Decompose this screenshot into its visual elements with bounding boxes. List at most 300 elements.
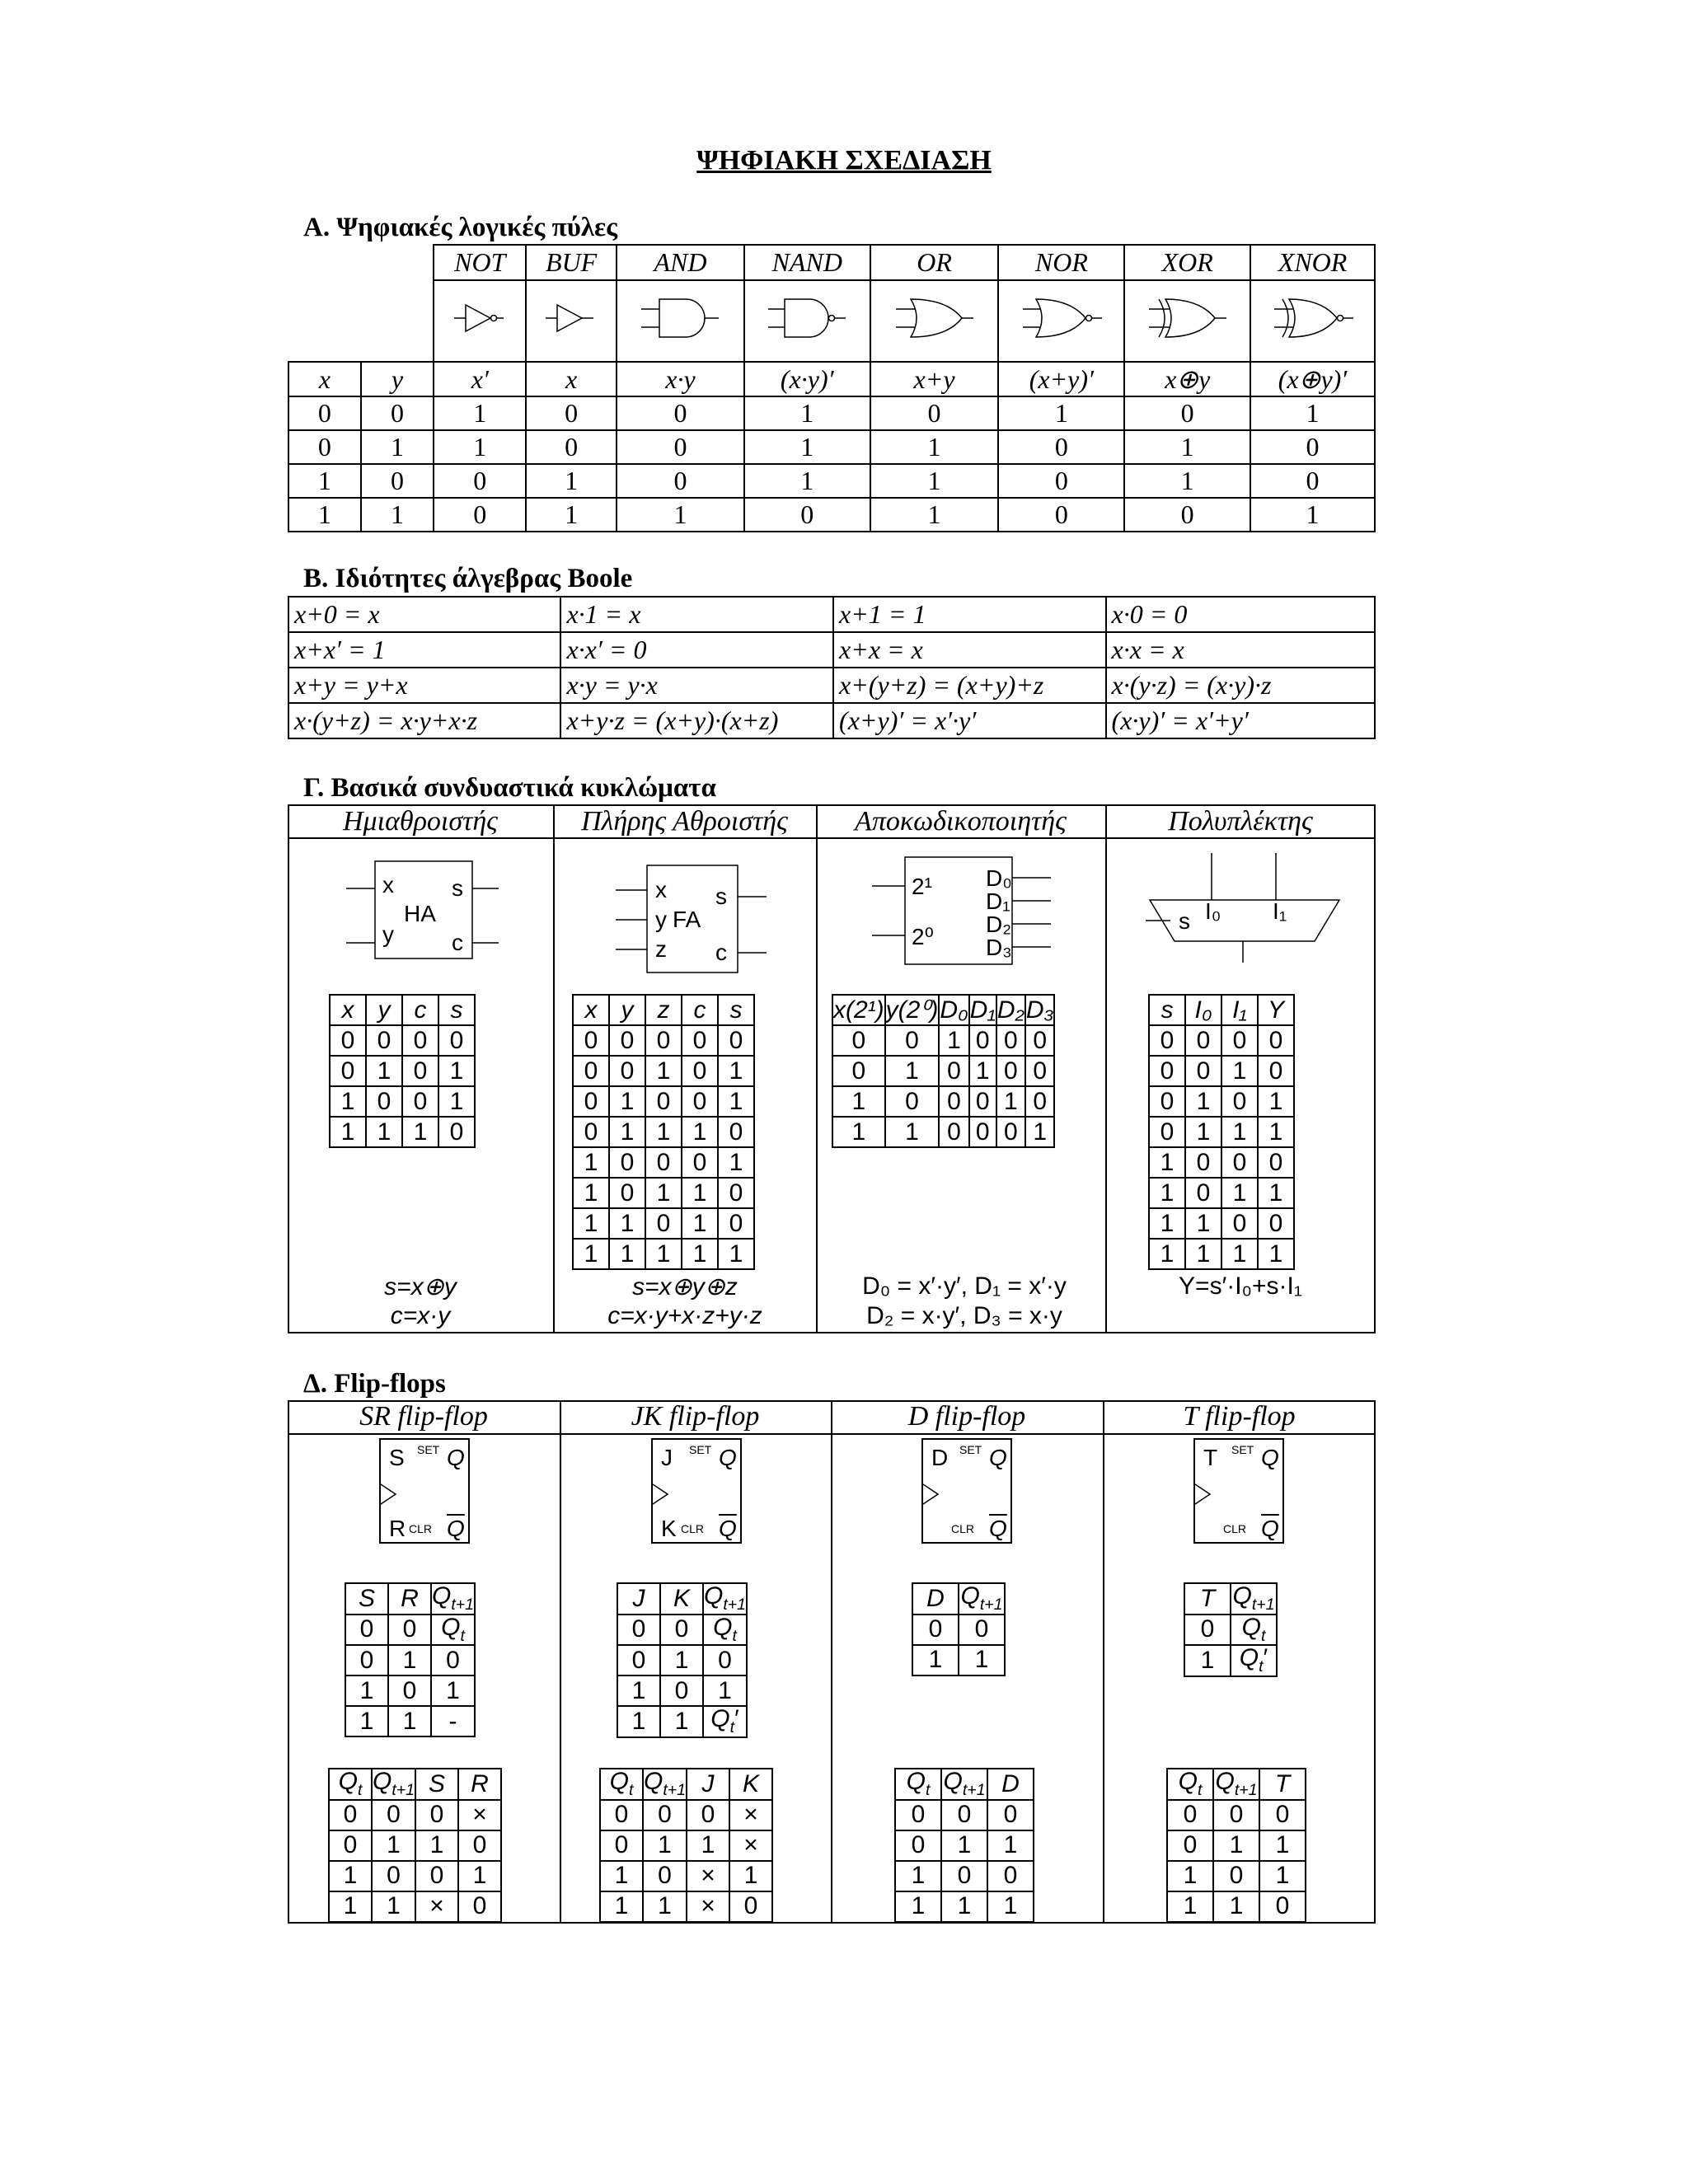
ff-input: D <box>931 1445 949 1470</box>
table-cell: 1 <box>1185 1117 1221 1147</box>
divider <box>831 1400 832 1924</box>
table-cell: 0 <box>969 1117 996 1147</box>
ha-equation-s: s=x⊕y <box>384 1273 457 1301</box>
table-cell: 0 <box>744 498 870 532</box>
table-cell: 0 <box>1185 1056 1221 1086</box>
table-cell: 0 <box>573 1117 609 1147</box>
table-cell: 1 <box>434 396 526 430</box>
table-cell: 1 <box>895 1861 941 1891</box>
table-row <box>288 668 1375 703</box>
boole-identity: x·0 = 0 <box>1106 597 1375 632</box>
dec-out-d1: D₁ <box>986 888 1010 914</box>
boole-table <box>288 596 1376 739</box>
ha-in-y: y <box>382 921 394 947</box>
mux-in-i1: I₁ <box>1273 898 1287 924</box>
fa-in-z: z <box>655 936 667 962</box>
empty-corner <box>288 245 434 362</box>
fa-in-y: y <box>655 907 667 932</box>
table-cell: 1 <box>1185 1086 1221 1117</box>
full-adder-truth-table <box>572 994 755 1270</box>
table-cell: 0 <box>1221 1025 1258 1056</box>
table-cell: 0 <box>345 1615 388 1646</box>
table-cell: 0 <box>372 1861 415 1891</box>
table-cell: 0 <box>1221 1208 1258 1239</box>
table-cell: 0 <box>366 1086 402 1117</box>
table-cell: 0 <box>870 396 999 430</box>
table-row <box>1149 1239 1294 1269</box>
table-cell: 0 <box>617 430 744 464</box>
table-cell: 0 <box>1213 1800 1259 1830</box>
ff-input: K <box>661 1516 677 1541</box>
col-header: y <box>361 362 434 396</box>
table-row <box>832 1025 1054 1056</box>
table-row <box>600 1800 772 1830</box>
table-cell: 0 <box>1250 430 1375 464</box>
table-cell: 1 <box>345 1675 388 1706</box>
table-cell: 1 <box>1258 1117 1294 1147</box>
table-cell: $Q_t'$ <box>1231 1645 1277 1676</box>
col-header: $Q_{t+1}$ <box>644 1768 686 1799</box>
table-cell: 0 <box>998 498 1124 532</box>
table-cell: 0 <box>682 1086 718 1117</box>
t-excitation-table <box>1166 1768 1306 1923</box>
table-cell: 1 <box>617 498 744 532</box>
table-row <box>600 1891 772 1922</box>
table-cell: 0 <box>832 1056 885 1086</box>
col-header: s <box>718 995 754 1025</box>
table-cell: 0 <box>718 1178 754 1208</box>
table-cell: 1 <box>987 1891 1034 1922</box>
dec-out-d3: D₃ <box>986 935 1012 960</box>
fa-equation-c: c=x·y+x·z+y·z <box>607 1302 762 1329</box>
mux-header: Πολυπλέκτης <box>1168 806 1313 837</box>
header-row <box>832 995 1054 1025</box>
table-row <box>895 1861 1034 1891</box>
table-cell: 1 <box>682 1208 718 1239</box>
table-cell: 1 <box>1258 1239 1294 1269</box>
table-cell: 0 <box>402 1056 438 1086</box>
table-cell: 1 <box>600 1891 643 1922</box>
boole-identity: x+0 = x <box>288 597 560 632</box>
gate-name: NOR <box>998 245 1124 280</box>
col-header: D₁ <box>969 995 996 1025</box>
table-cell: 1 <box>434 430 526 464</box>
gate-name: AND <box>617 245 744 280</box>
table-cell: 0 <box>912 1615 959 1645</box>
table-cell: 0 <box>388 1675 431 1706</box>
table-cell: 0 <box>643 1861 687 1891</box>
table-cell: 0 <box>617 464 744 498</box>
set-label: SET <box>959 1443 982 1456</box>
col-header: D <box>912 1583 959 1615</box>
table-row <box>1184 1645 1277 1676</box>
table-row <box>573 1086 754 1117</box>
dec-out-d0: D₀ <box>986 865 1012 891</box>
table-cell: 0 <box>1185 1147 1221 1178</box>
table-cell: 1 <box>1213 1891 1259 1922</box>
table-cell: 0 <box>361 464 434 498</box>
table-cell: × <box>687 1861 729 1891</box>
table-cell: 1 <box>573 1178 609 1208</box>
table-cell: 1 <box>600 1861 643 1891</box>
fa-out-s: s <box>715 883 727 909</box>
table-row <box>1149 1178 1294 1208</box>
half-adder-truth-table <box>329 994 476 1148</box>
header-row <box>1184 1583 1277 1615</box>
jk-excitation-table <box>599 1768 773 1923</box>
table-cell: 0 <box>372 1800 415 1830</box>
table-cell: 0 <box>645 1025 682 1056</box>
dec-equation-1: D₀ = x′·y′, D₁ = x′·y <box>862 1272 1067 1300</box>
table-cell: 0 <box>329 1830 372 1861</box>
jk-characteristic-table <box>617 1582 748 1738</box>
table-cell: 1 <box>361 498 434 532</box>
and-gate-symbol <box>617 280 744 362</box>
table-row <box>912 1615 1005 1645</box>
table-cell: 1 <box>682 1239 718 1269</box>
table-cell: 0 <box>1258 1025 1294 1056</box>
nand-gate-symbol <box>744 280 870 362</box>
table-cell: 0 <box>687 1800 729 1830</box>
clr-label: CLR <box>409 1522 433 1535</box>
table-row <box>1167 1800 1306 1830</box>
ha-equation-c: c=x·y <box>390 1302 451 1329</box>
col-header: z <box>645 995 682 1025</box>
table-row <box>573 1025 754 1056</box>
boole-identity: (x·y)′ = x′+y′ <box>1106 703 1375 738</box>
xnor-gate-symbol <box>1250 280 1375 362</box>
expr: (x+y)′ <box>998 362 1124 396</box>
col-header: I₀ <box>1185 995 1221 1025</box>
t-flipflop-symbol <box>1193 1438 1284 1544</box>
d-header: D flip-flop <box>907 1401 1026 1432</box>
table-cell: 1 <box>718 1147 754 1178</box>
col-header: R <box>458 1769 501 1800</box>
table-cell: 0 <box>609 1056 645 1086</box>
table-cell: 1 <box>895 1891 941 1922</box>
table-cell: 0 <box>458 1891 501 1922</box>
table-row <box>329 1800 501 1830</box>
fa-equation-s: s=x⊕y⊕z <box>632 1273 738 1301</box>
col-header: S <box>415 1769 458 1800</box>
table-cell: 0 <box>682 1147 718 1178</box>
header-row <box>912 1583 1005 1615</box>
table-cell: 1 <box>617 1675 660 1706</box>
table-row <box>329 1861 501 1891</box>
table-cell: 1 <box>969 1056 996 1086</box>
table-cell: 1 <box>330 1086 366 1117</box>
fa-in-x: x <box>655 877 667 902</box>
table-cell: 0 <box>388 1615 431 1646</box>
expr: x <box>526 362 617 396</box>
table-cell: 0 <box>718 1025 754 1056</box>
table-cell: × <box>729 1830 772 1861</box>
table-cell: 0 <box>941 1861 987 1891</box>
table-cell: 0 <box>895 1800 941 1830</box>
header-row <box>1167 1769 1306 1800</box>
table-cell: 1 <box>609 1208 645 1239</box>
table-cell: 1 <box>438 1086 475 1117</box>
table-cell: $Q_t'$ <box>703 1706 747 1737</box>
table-row <box>617 1706 747 1737</box>
table-cell: 0 <box>600 1800 643 1830</box>
table-cell: 1 <box>330 1117 366 1147</box>
table-cell: 1 <box>870 464 999 498</box>
ff-input: R <box>389 1516 406 1541</box>
table-cell: 1 <box>573 1208 609 1239</box>
t-header: T flip-flop <box>1183 1401 1296 1432</box>
gate-name: NAND <box>744 245 870 280</box>
table-cell: 1 <box>1149 1239 1185 1269</box>
table-cell: 0 <box>645 1147 682 1178</box>
table-row <box>288 597 1375 632</box>
table-cell: 1 <box>643 1891 687 1922</box>
table-cell: 1 <box>941 1830 987 1861</box>
table-row <box>832 1056 1054 1086</box>
col-header: T <box>1259 1769 1306 1800</box>
table-cell: 0 <box>415 1800 458 1830</box>
col-header: $Q_t$ <box>895 1769 941 1800</box>
header-row <box>329 1769 501 1800</box>
table-row <box>330 1086 475 1117</box>
table-cell: 1 <box>959 1645 1005 1675</box>
section-c-heading: Γ. Βασικά συνδυαστικά κυκλώματα <box>303 773 716 803</box>
table-cell: 0 <box>1221 1086 1258 1117</box>
col-header: c <box>682 995 718 1025</box>
col-header: y <box>609 995 645 1025</box>
col-header: K <box>729 1769 772 1800</box>
decoder-truth-table <box>832 994 1055 1148</box>
table-row <box>617 1615 747 1646</box>
table-cell: 0 <box>609 1025 645 1056</box>
table-cell: 0 <box>998 464 1124 498</box>
gate-name: BUF <box>526 245 617 280</box>
divider <box>560 1400 561 1924</box>
table-row <box>895 1800 1034 1830</box>
col-header: D <box>987 1769 1034 1800</box>
expr: (x⊕y)′ <box>1250 362 1375 396</box>
table-cell: 0 <box>682 1025 718 1056</box>
table-cell: 1 <box>744 430 870 464</box>
table-row <box>617 1675 747 1706</box>
boole-identity: x·(y+z) = x·y+x·z <box>288 703 560 738</box>
table-cell: 0 <box>895 1830 941 1861</box>
table-cell: 0 <box>617 1615 660 1646</box>
table-cell: 0 <box>1149 1025 1185 1056</box>
table-cell: 1 <box>431 1675 475 1706</box>
boole-identity: x+(y+z) = (x+y)+z <box>833 668 1105 703</box>
table-cell: 0 <box>329 1800 372 1830</box>
table-cell: 0 <box>969 1086 996 1117</box>
mux-in-i0: I₀ <box>1205 898 1221 924</box>
table-row <box>573 1239 754 1269</box>
boole-identity: x+1 = 1 <box>833 597 1105 632</box>
table-cell: 0 <box>939 1117 968 1147</box>
table-row <box>832 1086 1054 1117</box>
table-cell: 0 <box>645 1208 682 1239</box>
expr: x⊕y <box>1124 362 1250 396</box>
table-cell: 0 <box>941 1800 987 1830</box>
table-cell: 0 <box>1167 1800 1213 1830</box>
table-cell: 0 <box>969 1025 996 1056</box>
table-cell: 1 <box>718 1086 754 1117</box>
table-cell: 0 <box>526 430 617 464</box>
table-cell: 1 <box>744 396 870 430</box>
table-row <box>573 1147 754 1178</box>
table-row <box>329 1830 501 1861</box>
table-cell: 1 <box>645 1178 682 1208</box>
table-cell: 1 <box>1185 1208 1221 1239</box>
table-cell: 0 <box>959 1615 1005 1645</box>
dec-in-2-1: 2¹ <box>912 874 932 899</box>
col-header: D₃ <box>1025 995 1055 1025</box>
table-cell: 0 <box>573 1086 609 1117</box>
col-header: $Q_{t+1}$ <box>373 1768 415 1799</box>
decoder-header: Αποκωδικοποιητής <box>855 806 1067 837</box>
table-cell: 0 <box>729 1891 772 1922</box>
col-header: $Q_{t+1}$ <box>1213 1769 1259 1800</box>
table-cell: 1 <box>939 1025 968 1056</box>
table-cell: 1 <box>372 1891 415 1922</box>
table-cell: 0 <box>526 396 617 430</box>
table-cell: 0 <box>1025 1086 1055 1117</box>
table-cell: 1 <box>1185 1239 1221 1269</box>
table-row <box>1149 1117 1294 1147</box>
col-header: s <box>438 995 475 1025</box>
table-cell: 0 <box>1184 1615 1231 1646</box>
table-cell: 0 <box>987 1861 1034 1891</box>
table-row <box>330 1117 475 1147</box>
ff-input: S <box>389 1445 405 1470</box>
q-output: Q <box>1261 1445 1279 1470</box>
table-cell: 0 <box>415 1861 458 1891</box>
table-cell: 1 <box>832 1117 885 1147</box>
buf-gate-symbol <box>526 280 617 362</box>
d-flipflop-symbol <box>921 1438 1012 1544</box>
table-cell: 1 <box>998 396 1124 430</box>
table-row <box>288 632 1375 668</box>
col-header: I₁ <box>1221 995 1258 1025</box>
table-cell: 0 <box>600 1830 643 1861</box>
section-a-heading: Α. Ψηφιακές λογικές πύλες <box>303 213 618 242</box>
table-cell: 0 <box>1258 1208 1294 1239</box>
table-cell: 1 <box>366 1117 402 1147</box>
table-cell: 1 <box>573 1239 609 1269</box>
table-cell: 0 <box>1025 1025 1055 1056</box>
table-cell: 0 <box>1258 1056 1294 1086</box>
col-header: Y <box>1258 995 1294 1025</box>
table-cell: 0 <box>288 430 361 464</box>
boole-identity: x·x′ = 0 <box>560 632 833 668</box>
clr-label: CLR <box>951 1522 975 1535</box>
table-cell: 0 <box>1185 1025 1221 1056</box>
boole-identity: (x+y)′ = x′·y′ <box>833 703 1105 738</box>
ff-input: T <box>1203 1445 1218 1470</box>
table-cell: 0 <box>1149 1117 1185 1147</box>
col-header: K <box>660 1583 703 1615</box>
qbar-output: $\overline{Q}$ <box>1261 1516 1279 1541</box>
table-cell: 1 <box>1221 1056 1258 1086</box>
expr: x+y <box>870 362 999 396</box>
table-cell: 0 <box>643 1800 687 1830</box>
table-cell: 1 <box>609 1117 645 1147</box>
table-cell: 1 <box>744 464 870 498</box>
table-cell: 1 <box>643 1830 687 1861</box>
qbar-output: $\overline{Q}$ <box>447 1516 465 1541</box>
table-cell: 0 <box>660 1675 703 1706</box>
table-row <box>330 1056 475 1086</box>
gate-name: OR <box>870 245 999 280</box>
page-title: ΨΗΦΙΑΚΗ ΣΧΕΔΙΑΣΗ <box>696 145 992 176</box>
boole-identity: x+y = y+x <box>288 668 560 703</box>
table-cell: 0 <box>1149 1056 1185 1086</box>
table-cell: 1 <box>682 1178 718 1208</box>
table-cell: 0 <box>609 1147 645 1178</box>
col-header: $Q_t$ <box>1167 1769 1213 1800</box>
table-row <box>832 1117 1054 1147</box>
header-row <box>895 1769 1034 1800</box>
q-output: Q <box>719 1445 737 1470</box>
divider <box>1103 1400 1104 1924</box>
table-cell: 1 <box>372 1830 415 1861</box>
table-cell: 1 <box>402 1117 438 1147</box>
table-cell: 1 <box>388 1645 431 1675</box>
table-cell: 1 <box>329 1891 372 1922</box>
col-header: y(2⁰) <box>885 995 940 1025</box>
table-cell: 1 <box>1167 1891 1213 1922</box>
table-cell: 1 <box>987 1830 1034 1861</box>
table-row <box>1167 1830 1306 1861</box>
table-cell: 1 <box>329 1861 372 1891</box>
col-header: x <box>573 995 609 1025</box>
expr: x·y <box>617 362 744 396</box>
table-cell: 1 <box>1124 430 1250 464</box>
table-row <box>1184 1615 1277 1646</box>
table-row <box>1149 1056 1294 1086</box>
table-cell: 1 <box>996 1086 1025 1117</box>
boole-identity: x·x = x <box>1106 632 1375 668</box>
table-cell: 1 <box>458 1861 501 1891</box>
table-row <box>345 1645 475 1675</box>
qbar-output: $\overline{Q}$ <box>989 1516 1007 1541</box>
ff-input: J <box>661 1445 673 1470</box>
boole-identity: x·1 = x <box>560 597 833 632</box>
q-output: Q <box>989 1445 1007 1470</box>
table-cell: 1 <box>573 1147 609 1178</box>
table-cell: 0 <box>1221 1147 1258 1178</box>
header-row <box>573 995 754 1025</box>
table-cell: 1 <box>682 1117 718 1147</box>
table-cell: 1 <box>832 1086 885 1117</box>
table-cell: 0 <box>345 1645 388 1675</box>
table-cell: 0 <box>885 1025 940 1056</box>
table-cell: 0 <box>1213 1861 1259 1891</box>
expr: x′ <box>434 362 526 396</box>
table-cell: 0 <box>1185 1178 1221 1208</box>
table-cell: × <box>687 1891 729 1922</box>
col-header: J <box>687 1769 729 1800</box>
table-row <box>1149 1147 1294 1178</box>
table-cell: 1 <box>609 1086 645 1117</box>
table-cell: 0 <box>458 1830 501 1861</box>
half-adder-header: Ημιαθροιστής <box>343 806 498 837</box>
gates-table <box>288 244 1376 532</box>
table-row <box>288 430 1375 464</box>
table-cell: 1 <box>415 1830 458 1861</box>
not-gate-symbol <box>434 280 526 362</box>
table-cell: 1 <box>288 464 361 498</box>
table-cell: 1 <box>1149 1208 1185 1239</box>
